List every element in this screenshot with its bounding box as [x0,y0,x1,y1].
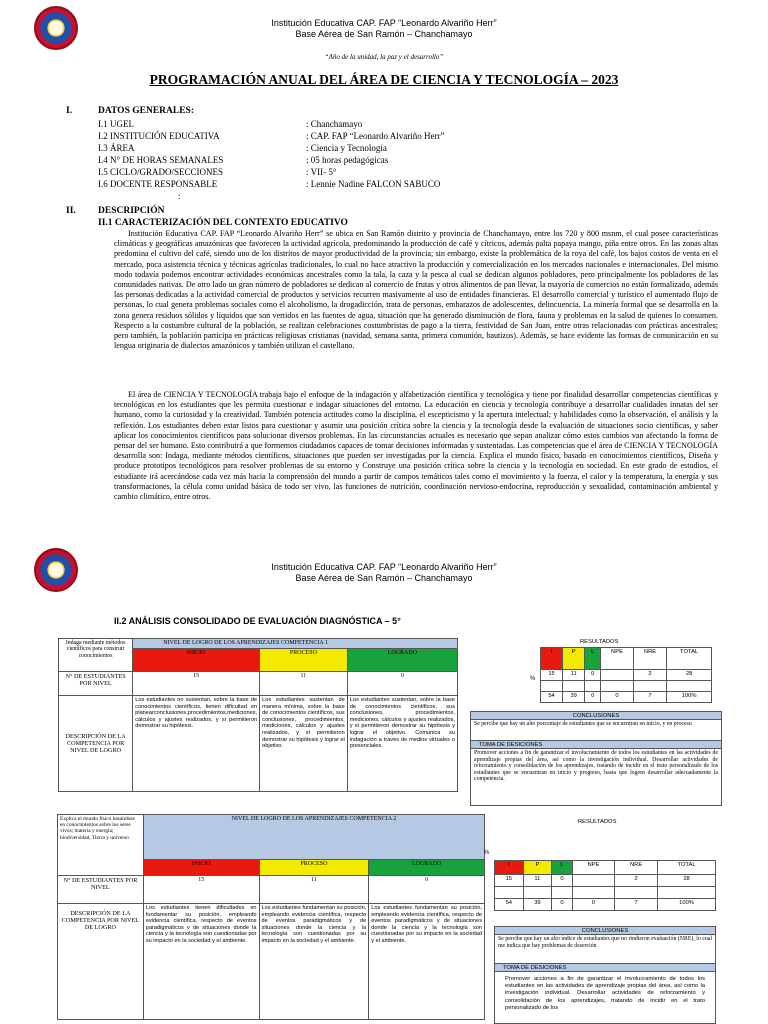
context-paragraph: Institución Educativa CAP. FAP “Leonardo Alvariño Herr” se ubica en San Ramón distrito y provincia de Chanchamayo, entre los 720 y 800 msnm, el cual posee características climáticas y geográficas amazónicas que favorecen la actividad agrícola, predominando la producción de café y cítricos, además palta papaya mango, piña entre otros. En las zonas altas predomina el cultivo del café, siendo uno de los distritos de mayor productividad de la provincia; sin embargo, existe la problemática de la roya del café, los bajos costos de venta en el mercado, poca asistencia técnica y técnicas agrícolas tradicionales, lo cual no hace atractivo la producción y comercialización en los mercados nacionales e internacionales. Del mismo modo todavía podemos encontrar actividades económicas ancestrales como la tala, la caza y la pesca al cual se dedican algunos pobladores, pero principalmente los pobladores de las comunidades nativas. De otro lado un gran número de pobladores se dedican al comercio de frutas y otros alimentos de pan llevar, la mayoría de comercios no están formalizado, además las personas dedicadas a la actividad comercial de productos y servicios recurren masivamente al uso de entidades financieras. El desarrollo comercial y turístico el aumentado flujo de personas, lo cual genera problemas sociales como el alcoholismo, la drogadicción, trata de personas, embarazos de adolescentes, delincuencia. La minería formal que se desarrolla en la zona genera residuos sólidos y líquidos que son vertidos en las fuentes de agua, situación que ha generado disminución de flora, fauna y problemas en la salud de quienes lo consumen. Respecto a la costumbre cultural de la población, se realizan celebraciones costumbristas de pago a la tierra, festividad de San Juan, entre otras relacionadas con prácticas ancestrales; pero también, la población participa en prácticas religiosas cristianas (navidad, semana santa, primera comunión, bautizos). Además, se hace evidente las formas de comunicación en su lengua originaria de dialectos amazónicos y también utilizan el castellano. [114,229,718,351]
decisions2-box [494,963,716,1024]
level-proceso: PROCESO [260,649,348,672]
results2-title: RESULTADOS [578,819,617,825]
res-count [601,670,634,681]
students-logrado: 0 [347,672,457,696]
res-head-nre: NRE [633,648,666,670]
res2-count: 15 [495,875,524,887]
data-row-value: : CAP. FAP “Leonardo Alvariño Herr” [306,131,445,141]
data-row-key: I.1 UGEL [98,119,134,129]
decisions1-box [470,740,722,806]
res2-pct: 54 [495,899,524,911]
res2-pct: 39 [523,899,552,911]
res2-head-p: P [523,861,552,875]
data-row-value: : Lennie Nadine FALCON SABUCO [306,179,441,189]
decisions1-title: TOMA DE DESICIONES [471,741,721,749]
data-row-value: : Chanchamayo [306,119,363,129]
desc-proceso: Los estudiantes sustentan de manera mínima, sobre la base de conocimientos científicos, sus conclusiones, procedimientos, mediciones, cálculos y ajustes realizados, y si permitieron demostrar su hipótesis y lograr el objetivo. [260,696,348,792]
header-base-page2: Base Aérea de San Ramón – Chanchamayo [295,573,473,583]
level-logrado: LOGRADO [347,649,457,672]
data-row-key: I.3 ÁREA [98,143,135,153]
decisions1-text: Promover acciones a fin de garantizar el involucramiento de todos los estudiantes en las actividades de aprendizaje propias del área, así como la investigación individual. Desarrollar actividades de reforzamiento y consolidación de los aprendizajes, tratando de incidir en el trato personalizado de los estudiantes que se encuentran en inicio y progreso, hasta que logren desarrollar adecuadamente la competencia. [474,750,718,783]
decisions2-text: Promover acciones a fin de garantizar el involucramiento de todos los estudiantes en las actividades de aprendizaje propias del área, así como la investigación individual. Desarrollar actividades de reforzamiento y consolidación de los aprendizajes, tratando de incidir en el trato personalizado de los [505,976,705,1011]
res-pct: 100% [667,692,712,703]
section2-title: DESCRIPCIÓN [98,206,165,216]
students2-inicio: 15 [143,876,259,904]
res-count: 2 [633,670,666,681]
res2-count: 28 [658,875,716,887]
conclusions2-title: CONCLUSIONES [495,927,715,935]
res-pct: 39 [563,692,585,703]
desc2-inicio: Los estudiantes tienen dificultades en fundamentar su posición, empleando evidencia científica, respecto de eventos paradigmáticos y de situaciones donde la ciencia y la tecnología son cuestionadas por su impacto en la sociedad y el ambiente. [143,904,259,1020]
res2-count: 0 [552,875,573,887]
header-motto: “Año de la unidad, la paz y el desarrollo” [324,53,444,61]
res-pct: 54 [541,692,563,703]
res2-head-npe: NPE [572,861,614,875]
header-institution-page2: Institución Educativa CAP. FAP “Leonardo Alvariño Herr” [271,562,497,572]
students2-logrado: 0 [369,876,485,904]
section2-num: II. [66,206,76,216]
res2-pct: 0 [552,899,573,911]
conclusions1-text: Se percibe que hay un alto porcentaje de estudiantes que se encuentran en inicio, y en proceso [474,721,692,727]
header-institution: Institución Educativa CAP. FAP “Leonardo Alvariño Herr” [271,18,497,28]
res2-count [572,875,614,887]
conclusions1-title: CONCLUSIONES [471,712,721,720]
res-count: 15 [541,670,563,681]
section1-num: I. [66,106,73,116]
res-count: 28 [667,670,712,681]
desc-inicio: Los estudiantes no sustentan, sobre la base de conocimientos científicos, tienen dificultad en planearconclusiones,procedimientos,mediciones, cálculos y ajustes realizados, y si permitieron demostrar su hipótesis. [133,696,260,792]
desc-logrado: Los estudiantes sustentan, sobre la base de conocimientos científicos, sus conclusiones, procedimientos, mediciones, cálculos y ajustes realizados, y si permitieron demostrar su hipótesis y lograr el objetivo. Comunica su indagación a través de medios virtuales o presenciales. [347,696,457,792]
res-head-npe: NPE [601,648,634,670]
res-pct: 0 [601,692,634,703]
students2-proceso: 11 [259,876,369,904]
res2-count: 11 [523,875,552,887]
students-label: N° DE ESTUDIANTES POR NIVEL [59,672,133,696]
competence1-table [58,638,458,792]
desc2-label: DESCRIPCIÓN DE LA COMPETENCIA POR NIVEL DE LOGRO [58,904,144,1020]
competence1-nivel-header: NIVEL DE LOGRO DE LOS APRENDIZAJES COMPETENCIA 1 [133,639,458,649]
data-row-key: I.4 N° DE HORAS SEMANALES [98,155,224,165]
desc2-proceso: Los estudiantes fundamentan su posición, empleando evidencia científica, respecto de eventos paradigmáticos y de situaciones donde la ciencia y la tecnología son cuestionadas por su impacto en la sociedad y el ambiente. [259,904,369,1020]
level-inicio: INICIO [133,649,260,672]
res-count: 11 [563,670,585,681]
res-head-l: L [585,648,601,670]
res-head-i: I [541,648,563,670]
results2-table [494,860,716,911]
competence2-table [57,814,485,1020]
res2-head-total: TOTAL [658,861,716,875]
desc-label: DESCRIPCIÓN DE LA COMPETENCIA POR NIVEL DE LOGRO [59,696,133,792]
res-pct: 7 [633,692,666,703]
data-row-value: : VII- 5° [306,167,337,177]
results1-title: RESULTADOS [580,639,619,645]
data-row-value: : 05 horas pedagógicas [306,155,389,165]
res2-head-nre: NRE [615,861,658,875]
competence2-label: Explica el mundo físico basándose en conocimientos sobre los seres vivos; materia y energía; biodiversidad, Tierra y universo [58,815,144,876]
percent-label-1: % [530,676,536,682]
section2-subtitle: II.1 CARACTERIZACIÓN DEL CONTEXTO EDUCATIVO [98,218,348,228]
percent-label-2: % [484,850,490,856]
res2-pct: 100% [658,899,716,911]
conclusions2-box [494,926,716,964]
conclusions1-box [470,711,722,741]
decisions2-title: TOMA DE DESICIONES [495,964,715,972]
competence2-nivel-header: NIVEL DE LOGRO DE LOS APRENDIZAJES COMPETENCIA 2 [143,815,484,860]
header-base: Base Aérea de San Ramón – Chanchamayo [295,29,473,39]
res-head-p: P [563,648,585,670]
res2-head-i: I [495,861,524,875]
res2-pct: 7 [615,899,658,911]
res-pct: 0 [585,692,601,703]
data-row-key: I.5 CICLO/GRADO/SECCIONES [98,167,224,177]
level2-logrado: LOGRADO [369,860,485,876]
data-row-value: : Ciencia y Tecnología [306,143,387,153]
res2-count: 2 [615,875,658,887]
competence1-label: Indaga mediante métodos científicos para construir conocimientos [59,639,133,672]
res2-head-l: L [552,861,573,875]
page-title: PROGRAMACIÓN ANUAL DEL ÁREA DE CIENCIA Y TECNOLOGÍA – 2023 [149,72,619,87]
results1-table [540,647,712,703]
res2-pct: 0 [572,899,614,911]
students2-label: N° DE ESTUDIANTES POR NIVEL [58,876,144,904]
section1-title: DATOS GENERALES: [98,106,194,116]
level2-inicio: INICIO [143,860,259,876]
conclusions2-text: Se percibe que hay un alto índice de estudiantes que no rindieron evaluación (NRE), lo cual me indica que hay problemas de deserción [498,936,712,949]
data-row-key: I.2 INSTITUCIÓN EDUCATIVA [98,131,220,141]
level2-proceso: PROCESO [259,860,369,876]
res-count: 0 [585,670,601,681]
res-head-total: TOTAL [667,648,712,670]
section-title-analysis: II.2 ANÁLISIS CONSOLIDADO DE EVALUACIÓN DIAGNÓSTICA – 5° [114,616,401,626]
students-proceso: 11 [260,672,348,696]
area-paragraph: El área de CIENCIA Y TECNOLOGÍA trabaja bajo el enfoque de la indagación y alfabetización científica y tecnológica y tiene por finalidad desarrollar competencias científicas y tecnológicas en los estudiantes que les permita cuestionar e indagar situaciones del entorno. La educación en ciencia y tecnología contribuye a desarrollar cualidades innatas del ser humano, como la curiosidad y la creatividad. También potencia actitudes como la disciplina, el escepticismo y la apertura intelectual; y habilidades como la observación, el análisis y la reflexión. Los estudiantes deben estar listos para cuestionar y asumir una posición crítica sobre la ciencia y la tecnología desde la evaluación de situaciones socio científicas, y saber aplicar los conocimientos científicos para solucionar diversos problemas. En las circunstancias actuales es necesario que sepan analizar cómo estos cambios van afectando la forma de pensar del ser humano. Esto contribuirá a que formemos ciudadanos capaces de tomar decisiones informadas y sustentadas. Las competencias que el área de CIENCIA Y TECNOLOGÍA desarrolla son: Indaga, mediante métodos científicos, situaciones que pueden ser investigadas por la ciencia. Explica el mundo físico, basado en conocimientos científicos, Diseña y produce prototipos tecnológicos para resolver problemas de su entorno y Construye una posición crítica sobre la ciencia y la tecnología en sociedad. En este grado de estudios, el estudiante irá acercándose cada vez más hacia la comprensión del mundo a partir de campos temáticos tales como el movimiento y la fuerza, el calor y la temperatura, la energía y sus transformaciones, la célula como unidad básica de todo ser vivo, las funciones de nutrición, coordinación nervioso-endocrina, reproducción y sexualidad, contaminación ambiental y cambio climático, entre otros. [114,390,718,502]
students-inicio: 15 [133,672,260,696]
data-row-key: I.6 DOCENTE RESPONSABLE [98,179,218,189]
desc2-logrado: Los estudiantes fundamentan su posición, empleando evidencia científica, respecto de eventos paradigmáticos y de situaciones donde la ciencia y la tecnología son cuestionadas por su impacto en la sociedad y el ambiente. [369,904,485,1020]
stray-colon-text: : [178,191,181,201]
